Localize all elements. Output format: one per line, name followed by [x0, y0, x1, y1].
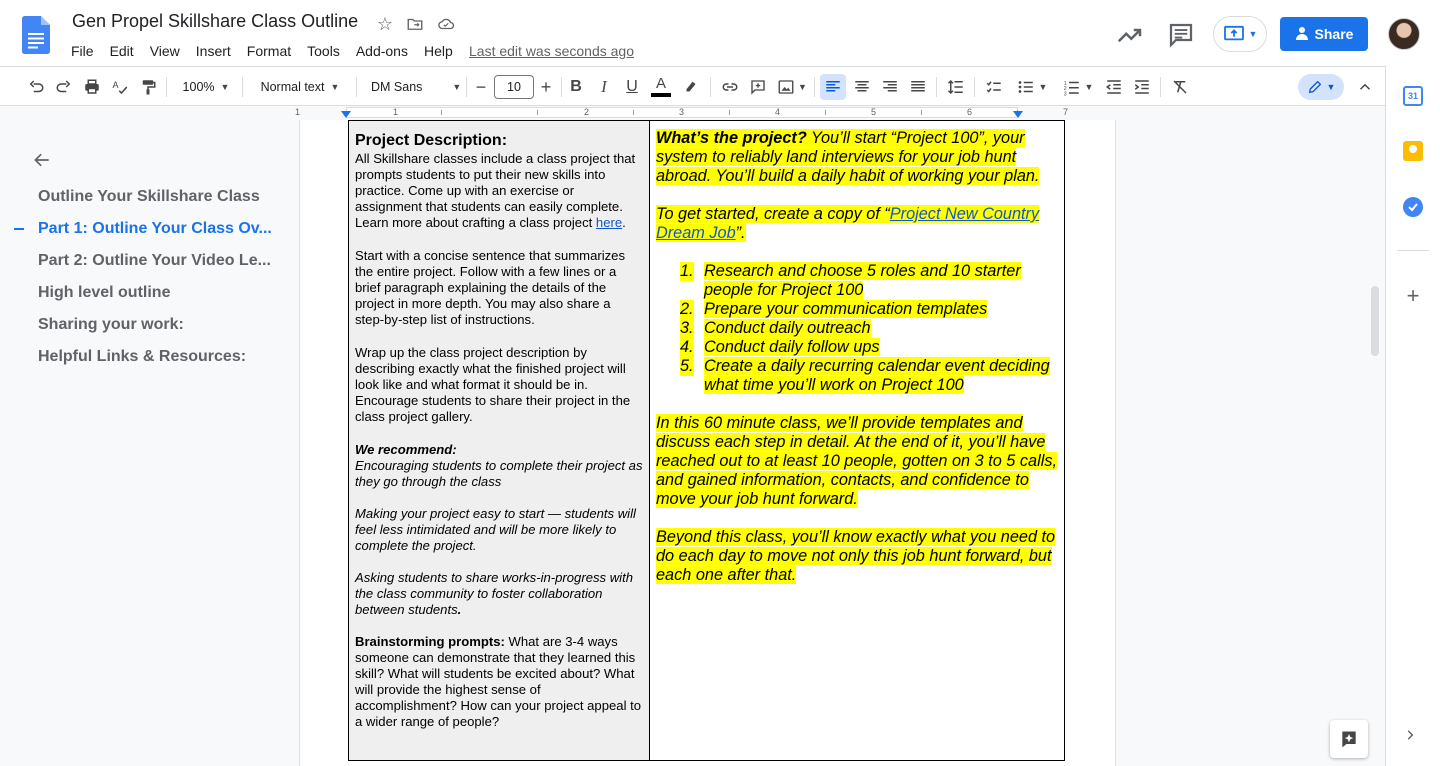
edit-mode-caret-icon: ▼	[1326, 82, 1336, 92]
side-panel	[1385, 66, 1440, 766]
list-item	[656, 338, 1058, 357]
redo-icon[interactable]	[52, 74, 76, 100]
ruler-tick	[729, 110, 730, 115]
brainstorm-text: What are 3-4 ways someone can demonstrate that they learned this skill? What will students be excited about? What will provide the highest sense of accomplishment? How can your project appeal to a wider range of people?	[355, 634, 642, 729]
title-bar	[0, 0, 1440, 66]
list-item	[656, 262, 1058, 300]
toolbar-divider	[814, 77, 815, 97]
style-select[interactable]	[252, 74, 348, 100]
menu-tools[interactable]: Tools	[307, 43, 340, 59]
formatting-toolbar	[0, 66, 1385, 106]
project-description-cell[interactable]	[349, 121, 650, 761]
comment-history-icon[interactable]	[1166, 20, 1196, 50]
ruler-tick	[921, 110, 922, 115]
decrease-font-size-icon[interactable]: −	[475, 76, 487, 97]
menu-insert[interactable]: Insert	[195, 43, 231, 59]
move-folder-icon[interactable]	[404, 13, 426, 35]
left-indent-marker[interactable]	[341, 111, 351, 118]
menu-file[interactable]: File	[71, 43, 94, 59]
outline-item[interactable]: Helpful Links & Resources:	[38, 348, 247, 365]
right-indent-marker[interactable]	[1013, 111, 1023, 118]
outline-item-active[interactable]: Part 1: Outline Your Class Ov...	[38, 220, 272, 237]
explore-button[interactable]	[1330, 720, 1368, 758]
ruler-tick	[537, 110, 538, 115]
ruler-number: 7	[1063, 107, 1069, 117]
ruler-tick	[633, 110, 634, 115]
recommend-item: Making your project easy to start — students will feel less intimidated and will be more likely to complete the project.	[355, 506, 636, 553]
svg-text:2: 2	[1063, 86, 1067, 92]
menu-bar	[71, 41, 469, 61]
menu-addons[interactable]: Add-ons	[355, 43, 408, 59]
ruler	[0, 106, 1385, 120]
increase-font-size-icon[interactable]: +	[540, 76, 552, 97]
ruler-tick	[441, 110, 442, 115]
paragraph-text: All Skillshare classes include a class project that prompts students to put their new skills into practice. Come up with an exercise or assignment that students can easily complete. Learn more about crafting a class project	[355, 151, 636, 230]
justify-icon[interactable]	[906, 74, 930, 100]
step-number: 2.	[680, 300, 694, 318]
project-description-heading: Project Description:	[355, 132, 508, 149]
share-label: Share	[1314, 26, 1354, 42]
project-template-link[interactable]: Project New Country Dream Job	[656, 205, 1040, 242]
increase-indent-icon[interactable]	[1130, 74, 1154, 100]
ruler-number: 1	[393, 107, 399, 117]
menu-help[interactable]: Help	[423, 43, 453, 59]
recommend-heading: We recommend:	[355, 442, 457, 457]
step-number: 5.	[680, 357, 694, 375]
ruler-number: 4	[775, 107, 781, 117]
toolbar-divider	[242, 77, 243, 97]
ruler-number: 1	[295, 107, 301, 117]
here-link[interactable]: here	[595, 215, 623, 230]
menu-edit[interactable]: Edit	[109, 43, 134, 59]
recommend-block	[355, 442, 643, 490]
svg-text:1: 1	[1063, 80, 1067, 87]
vertical-scrollbar[interactable]	[1371, 286, 1379, 356]
activity-dashboard-icon[interactable]	[1115, 20, 1145, 50]
editing-mode-button[interactable]	[1298, 74, 1344, 100]
outline-active-indicator	[14, 228, 24, 230]
hide-menus-chevron-up-icon[interactable]	[1354, 74, 1376, 100]
paint-format-icon[interactable]	[136, 74, 160, 100]
font-select[interactable]	[366, 74, 462, 100]
outline-item[interactable]: High level outline	[38, 284, 171, 301]
toolbar-divider	[466, 77, 467, 97]
spellcheck-icon[interactable]	[108, 74, 132, 100]
project-question-text: You’ll start “Project 100”, your system to reliably land interviews for your job hunt abroad. You’ll build a daily habit of working your plan.	[656, 129, 1040, 185]
line-spacing-icon[interactable]	[944, 74, 968, 100]
step-number: 1.	[680, 262, 694, 280]
get-addons-plus-icon[interactable]: +	[1406, 283, 1420, 308]
list-item	[656, 357, 1058, 395]
bulleted-list-icon[interactable]	[1012, 74, 1052, 100]
step-text: Conduct daily follow ups	[704, 338, 880, 356]
recommend-item: Encouraging students to complete their project as they go through the class	[355, 458, 643, 489]
toolbar-divider	[1160, 77, 1161, 97]
get-started-text: To get started, create a copy of “	[656, 205, 890, 223]
menu-format[interactable]: Format	[246, 43, 292, 59]
document-title[interactable]: Gen Propel Skillshare Class Outline	[72, 11, 359, 31]
ruler-tick	[825, 110, 826, 115]
toolbar-divider	[710, 77, 711, 97]
zoom-caret-icon: ▼	[220, 82, 230, 92]
class-summary-paragraph	[656, 414, 1058, 509]
step-text: Create a daily recurring calendar event deciding what time you’ll work on Project 100	[704, 357, 1050, 394]
font-value: DM Sans	[371, 80, 423, 94]
undo-icon[interactable]	[24, 74, 48, 100]
outline-item[interactable]: Part 2: Outline Your Video Le...	[38, 252, 271, 269]
ruler-number: 5	[871, 107, 877, 117]
side-panel-divider	[1397, 250, 1429, 251]
zoom-value: 100%	[182, 80, 215, 94]
toolbar-divider	[936, 77, 937, 97]
highlight-color-icon[interactable]	[680, 74, 702, 100]
pencil-icon	[1307, 79, 1323, 95]
project-question-paragraph	[656, 129, 1058, 186]
recommend-item	[355, 570, 643, 618]
beyond-class-text: Beyond this class, you’ll know exactly what you need to do each day to move not only this job hunt forward, but each one after that.	[656, 528, 1056, 584]
project-question-heading: What’s the project?	[656, 129, 807, 147]
text-color-icon[interactable]: A	[650, 74, 672, 100]
back-arrow-icon[interactable]	[32, 150, 52, 176]
brainstorm-paragraph	[355, 634, 643, 730]
menu-view[interactable]: View	[149, 43, 180, 59]
recommend-item-end: .	[457, 602, 462, 617]
step-text: Conduct daily outreach	[704, 319, 871, 337]
summary-paragraph: Start with a concise sentence that summarizes the entire project. Follow with a few lines or a brief paragraph explaining the details of the project in more depth. You may also share a step-by-step list of instructions.	[355, 248, 625, 327]
present-button[interactable]	[1213, 16, 1267, 52]
style-value: Normal text	[260, 80, 325, 94]
project-steps-list	[656, 262, 1058, 395]
calendar-icon[interactable]: 31	[1403, 86, 1423, 106]
add-comment-icon[interactable]	[746, 74, 770, 100]
insert-image-icon[interactable]	[776, 74, 808, 100]
beyond-class-paragraph	[656, 528, 1058, 585]
align-right-icon[interactable]	[878, 74, 902, 100]
step-text: Research and choose 5 roles and 10 starter people for Project 100	[704, 262, 1021, 299]
ruler-number: 6	[967, 107, 973, 117]
svg-text:A: A	[112, 79, 119, 90]
numbered-list-icon[interactable]	[1058, 74, 1098, 100]
align-left-icon[interactable]	[820, 74, 846, 100]
decrease-indent-icon[interactable]	[1102, 74, 1126, 100]
toolbar-divider	[974, 77, 975, 97]
clear-formatting-icon[interactable]	[1168, 74, 1192, 100]
brainstorm-heading: Brainstorming prompts:	[355, 634, 505, 649]
underline-icon[interactable]: U	[626, 78, 638, 95]
toolbar-divider	[356, 77, 357, 97]
chevron-right-icon[interactable]	[1403, 728, 1417, 747]
font-caret-icon: ▼	[452, 82, 462, 92]
cloud-saved-icon[interactable]	[435, 13, 457, 35]
tasks-icon[interactable]	[1403, 197, 1423, 217]
lock-person-icon	[1295, 26, 1309, 42]
project-table	[348, 120, 1065, 761]
get-started-paragraph	[656, 205, 1058, 243]
star-icon[interactable]: ☆	[376, 13, 394, 34]
number-caret-icon: ▼	[1084, 82, 1094, 92]
ruler-number: 3	[679, 107, 685, 117]
step-text: Prepare your communication templates	[704, 300, 988, 318]
step-number: 3.	[680, 319, 694, 337]
class-summary-text: In this 60 minute class, we’ll provide templates and discuss each step in detail. At the end of it, you’ll have reached out to at least 10 people, gotten on 3 to 5 calls, and gained information, contacts, and confidence to move your job hunt forward.	[656, 414, 1057, 508]
document-outline	[0, 120, 298, 766]
bold-icon[interactable]: B	[570, 78, 582, 95]
font-size-input[interactable]: 10	[494, 75, 534, 99]
recommend-item-text: Asking students to share works-in-progress with the class community to foster collaboration between students	[355, 570, 633, 617]
insert-link-icon[interactable]	[718, 74, 742, 100]
paragraph-end: .	[622, 215, 626, 230]
present-icon	[1223, 25, 1245, 43]
list-item	[656, 319, 1058, 338]
list-item	[656, 300, 1058, 319]
align-center-icon[interactable]	[850, 74, 874, 100]
project-content-cell[interactable]	[650, 121, 1065, 761]
project-description-paragraph	[355, 151, 643, 231]
svg-text:3: 3	[1063, 91, 1067, 96]
image-caret-icon: ▼	[798, 82, 807, 92]
docs-logo-icon[interactable]	[22, 16, 50, 54]
outline-item[interactable]: Outline Your Skillshare Class	[38, 188, 260, 205]
account-avatar[interactable]	[1388, 18, 1420, 50]
present-caret-icon: ▼	[1248, 29, 1258, 39]
style-caret-icon: ▼	[330, 82, 340, 92]
outline-item[interactable]: Sharing your work:	[38, 316, 184, 333]
ruler-number: 2	[584, 107, 590, 117]
last-edit-link[interactable]: Last edit was seconds ago	[469, 43, 634, 59]
keep-icon[interactable]	[1403, 141, 1423, 161]
toolbar-divider	[561, 77, 562, 97]
share-button[interactable]	[1280, 17, 1368, 51]
wrap-up-paragraph: Wrap up the class project description by describing exactly what the finished project will look like and what format it should be in. Encourage students to share their project in the class project gallery.	[355, 345, 631, 424]
get-started-end: ”.	[735, 224, 746, 242]
italic-icon[interactable]: I	[601, 77, 607, 96]
document-page[interactable]	[299, 120, 1116, 766]
bullet-caret-icon: ▼	[1038, 82, 1048, 92]
step-number: 4.	[680, 338, 694, 356]
explore-icon	[1339, 729, 1359, 749]
zoom-select[interactable]	[176, 74, 236, 100]
toolbar-divider	[166, 77, 167, 97]
checklist-icon[interactable]	[982, 74, 1006, 100]
print-icon[interactable]	[80, 74, 104, 100]
